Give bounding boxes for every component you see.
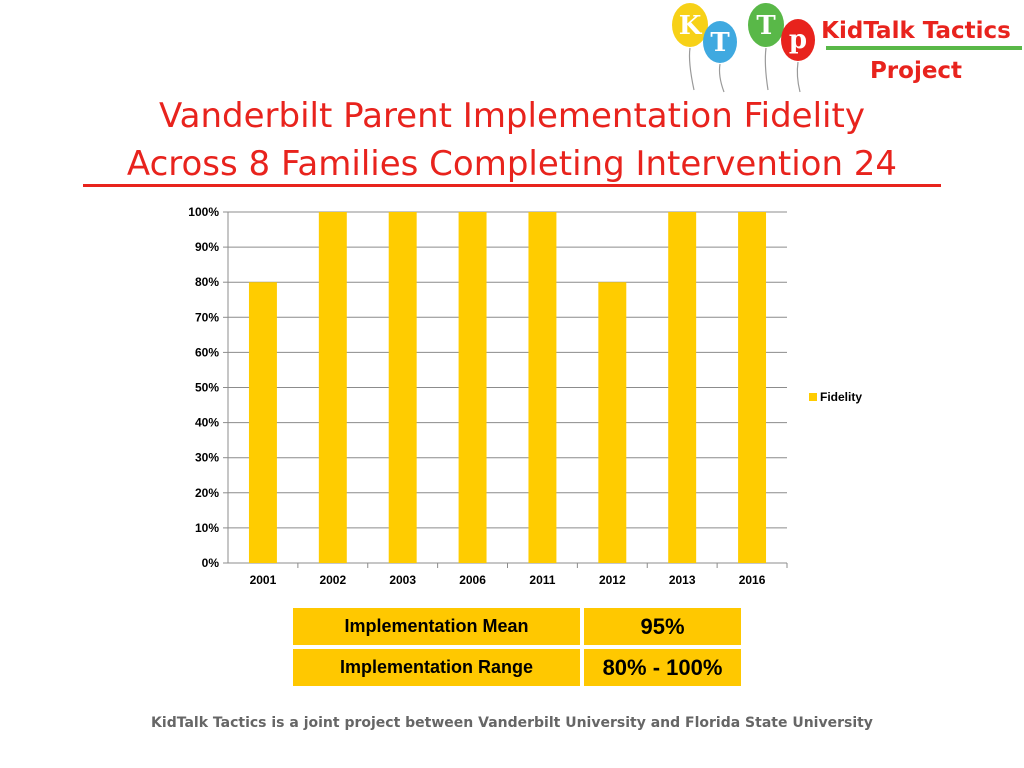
x-tick-label: 2011 <box>529 573 556 587</box>
y-tick-label: 20% <box>194 485 219 500</box>
summary-table <box>289 604 745 690</box>
logo-wordmark-line2: Project <box>869 58 963 84</box>
mean-label: Implementation Mean <box>293 608 580 645</box>
svg-text:p: p <box>788 25 808 55</box>
range-value: 80% - 100% <box>584 649 741 686</box>
x-tick-label: 2003 <box>389 573 417 587</box>
y-tick-label: 60% <box>194 345 219 360</box>
y-tick-label: 0% <box>201 556 219 570</box>
y-tick-label: 30% <box>194 450 219 465</box>
footer-text: KidTalk Tactics is a joint project between Vanderbilt University and Florida State University <box>151 715 873 731</box>
title-line-2: Across 8 Families Completing Intervention 24 <box>126 144 898 184</box>
y-tick-label: 10% <box>194 520 219 535</box>
y-tick-label: 40% <box>194 415 219 430</box>
mean-value: 95% <box>584 608 741 645</box>
bar <box>598 282 626 563</box>
x-tick-label: 2001 <box>249 573 277 587</box>
bar <box>738 212 766 563</box>
bar <box>668 212 696 563</box>
x-tick-label: 2013 <box>668 573 696 587</box>
table-row <box>293 649 741 686</box>
x-tick-label: 2002 <box>319 573 347 587</box>
bar <box>459 212 487 563</box>
title-line-1: Vanderbilt Parent Implementation Fidelity <box>159 96 865 136</box>
bar <box>249 282 277 563</box>
x-tick-label: 2016 <box>738 573 766 587</box>
logo-wordmark-line1: KidTalk Tactics <box>821 18 1011 44</box>
y-tick-label: 80% <box>194 275 219 290</box>
y-tick-label: 90% <box>194 240 219 255</box>
x-tick-label: 2006 <box>459 573 486 587</box>
x-tick-label: 2012 <box>598 573 626 587</box>
bar <box>528 212 556 563</box>
y-tick-label: 50% <box>194 380 219 395</box>
legend-label: Fidelity <box>820 390 863 404</box>
range-label: Implementation Range <box>293 649 580 686</box>
y-tick-label: 100% <box>188 205 219 219</box>
bar <box>389 212 417 563</box>
table-row <box>293 608 741 645</box>
y-tick-label: 70% <box>194 310 219 325</box>
svg-text:K: K <box>678 11 702 41</box>
svg-text:T: T <box>710 28 730 58</box>
legend-swatch <box>809 393 817 401</box>
svg-text:T: T <box>756 11 776 41</box>
bar <box>319 212 347 563</box>
